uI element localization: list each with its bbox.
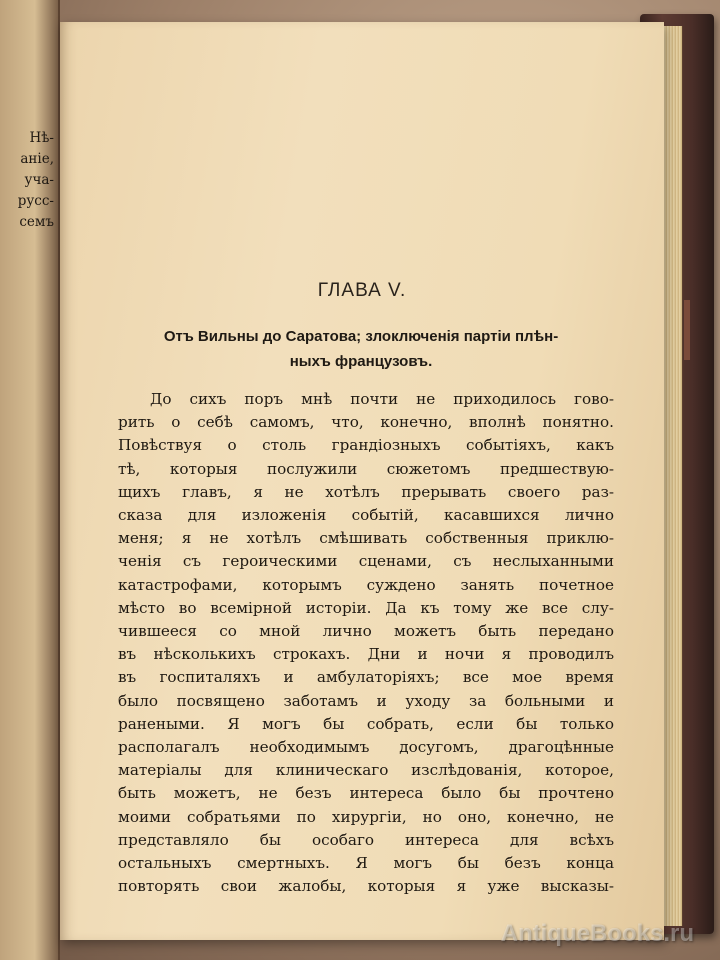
text-line: меня; я не хотѣлъ смѣшивать собственныя приклю-	[118, 529, 614, 548]
left-fragment: Нѣ-	[29, 130, 54, 146]
text-line: быть можетъ, не безъ интереса было бы прочтено	[118, 784, 614, 803]
text-line: было посвящено заботамъ и уходу за больными и	[118, 691, 614, 710]
left-fragment: аніе,	[20, 151, 54, 167]
text-line: мѣсто во всемірной исторіи. Да къ тому же все слу-	[118, 598, 614, 617]
text-line: До сихъ поръ мнѣ почти не приходилось гово-	[150, 390, 614, 408]
left-page-text	[4, 128, 54, 233]
text-line: въ нѣсколькихъ строкахъ. Дни и ночи я проводилъ	[118, 645, 614, 664]
left-fragment: семъ	[19, 214, 54, 230]
text-line: моими собратьями по хирургіи, но оно, конечно, не	[118, 807, 614, 826]
text-line: въ госпиталяхъ и амбулаторіяхъ; все мое время	[118, 668, 614, 687]
chapter-title: ГЛАВА V.	[317, 280, 407, 301]
text-line: сказа для изложенія событій, касавшихся лично	[118, 506, 614, 525]
left-page	[0, 0, 60, 960]
left-fragment: русс-	[17, 193, 54, 209]
text-line: щихъ главъ, я не хотѣлъ прерывать своего раз-	[118, 482, 614, 501]
chapter-subtitle	[136, 324, 586, 374]
text-line: рить о себѣ самомъ, что, конечно, вполнѣ понятно.	[118, 413, 614, 432]
right-page	[60, 22, 664, 940]
text-line: представляло бы особаго интереса для всѣхъ	[118, 830, 614, 849]
text-line: матеріалы для клиническаго изслѣдованія, которое,	[118, 761, 614, 780]
text-line: ченія съ героическими сценами, съ неслыханными	[118, 552, 614, 571]
bookmark-ribbon	[684, 300, 690, 360]
text-line: Повѣствуя о столь грандіозныхъ событіяхъ, какъ	[118, 436, 614, 455]
text-line: тѣ, которыя послужили сюжетомъ предшествую-	[118, 459, 614, 478]
text-line: располагалъ необходимымъ досугомъ, драгоцѣнные	[118, 738, 614, 757]
text-line: чившееся со мной лично можетъ быть передано	[118, 622, 614, 641]
watermark: AntiqueBooks.ru	[500, 920, 694, 947]
text-line: катастрофами, которымъ суждено занять почетное	[118, 575, 614, 594]
text-line: остальныхъ смертныхъ. Я могъ бы безъ конца	[118, 854, 614, 873]
subtitle-line: Отъ Вильны до Саратова; злоключенія партіи плѣн-	[163, 328, 559, 345]
text-line: ранеными. Я могъ бы собрать, если бы только	[118, 714, 614, 733]
left-fragment: уча-	[24, 172, 54, 188]
text-line: повторять свои жалобы, которыя я уже высказы-	[118, 877, 614, 896]
subtitle-line: ныхъ французовъ.	[289, 353, 433, 370]
body-text	[118, 388, 614, 898]
